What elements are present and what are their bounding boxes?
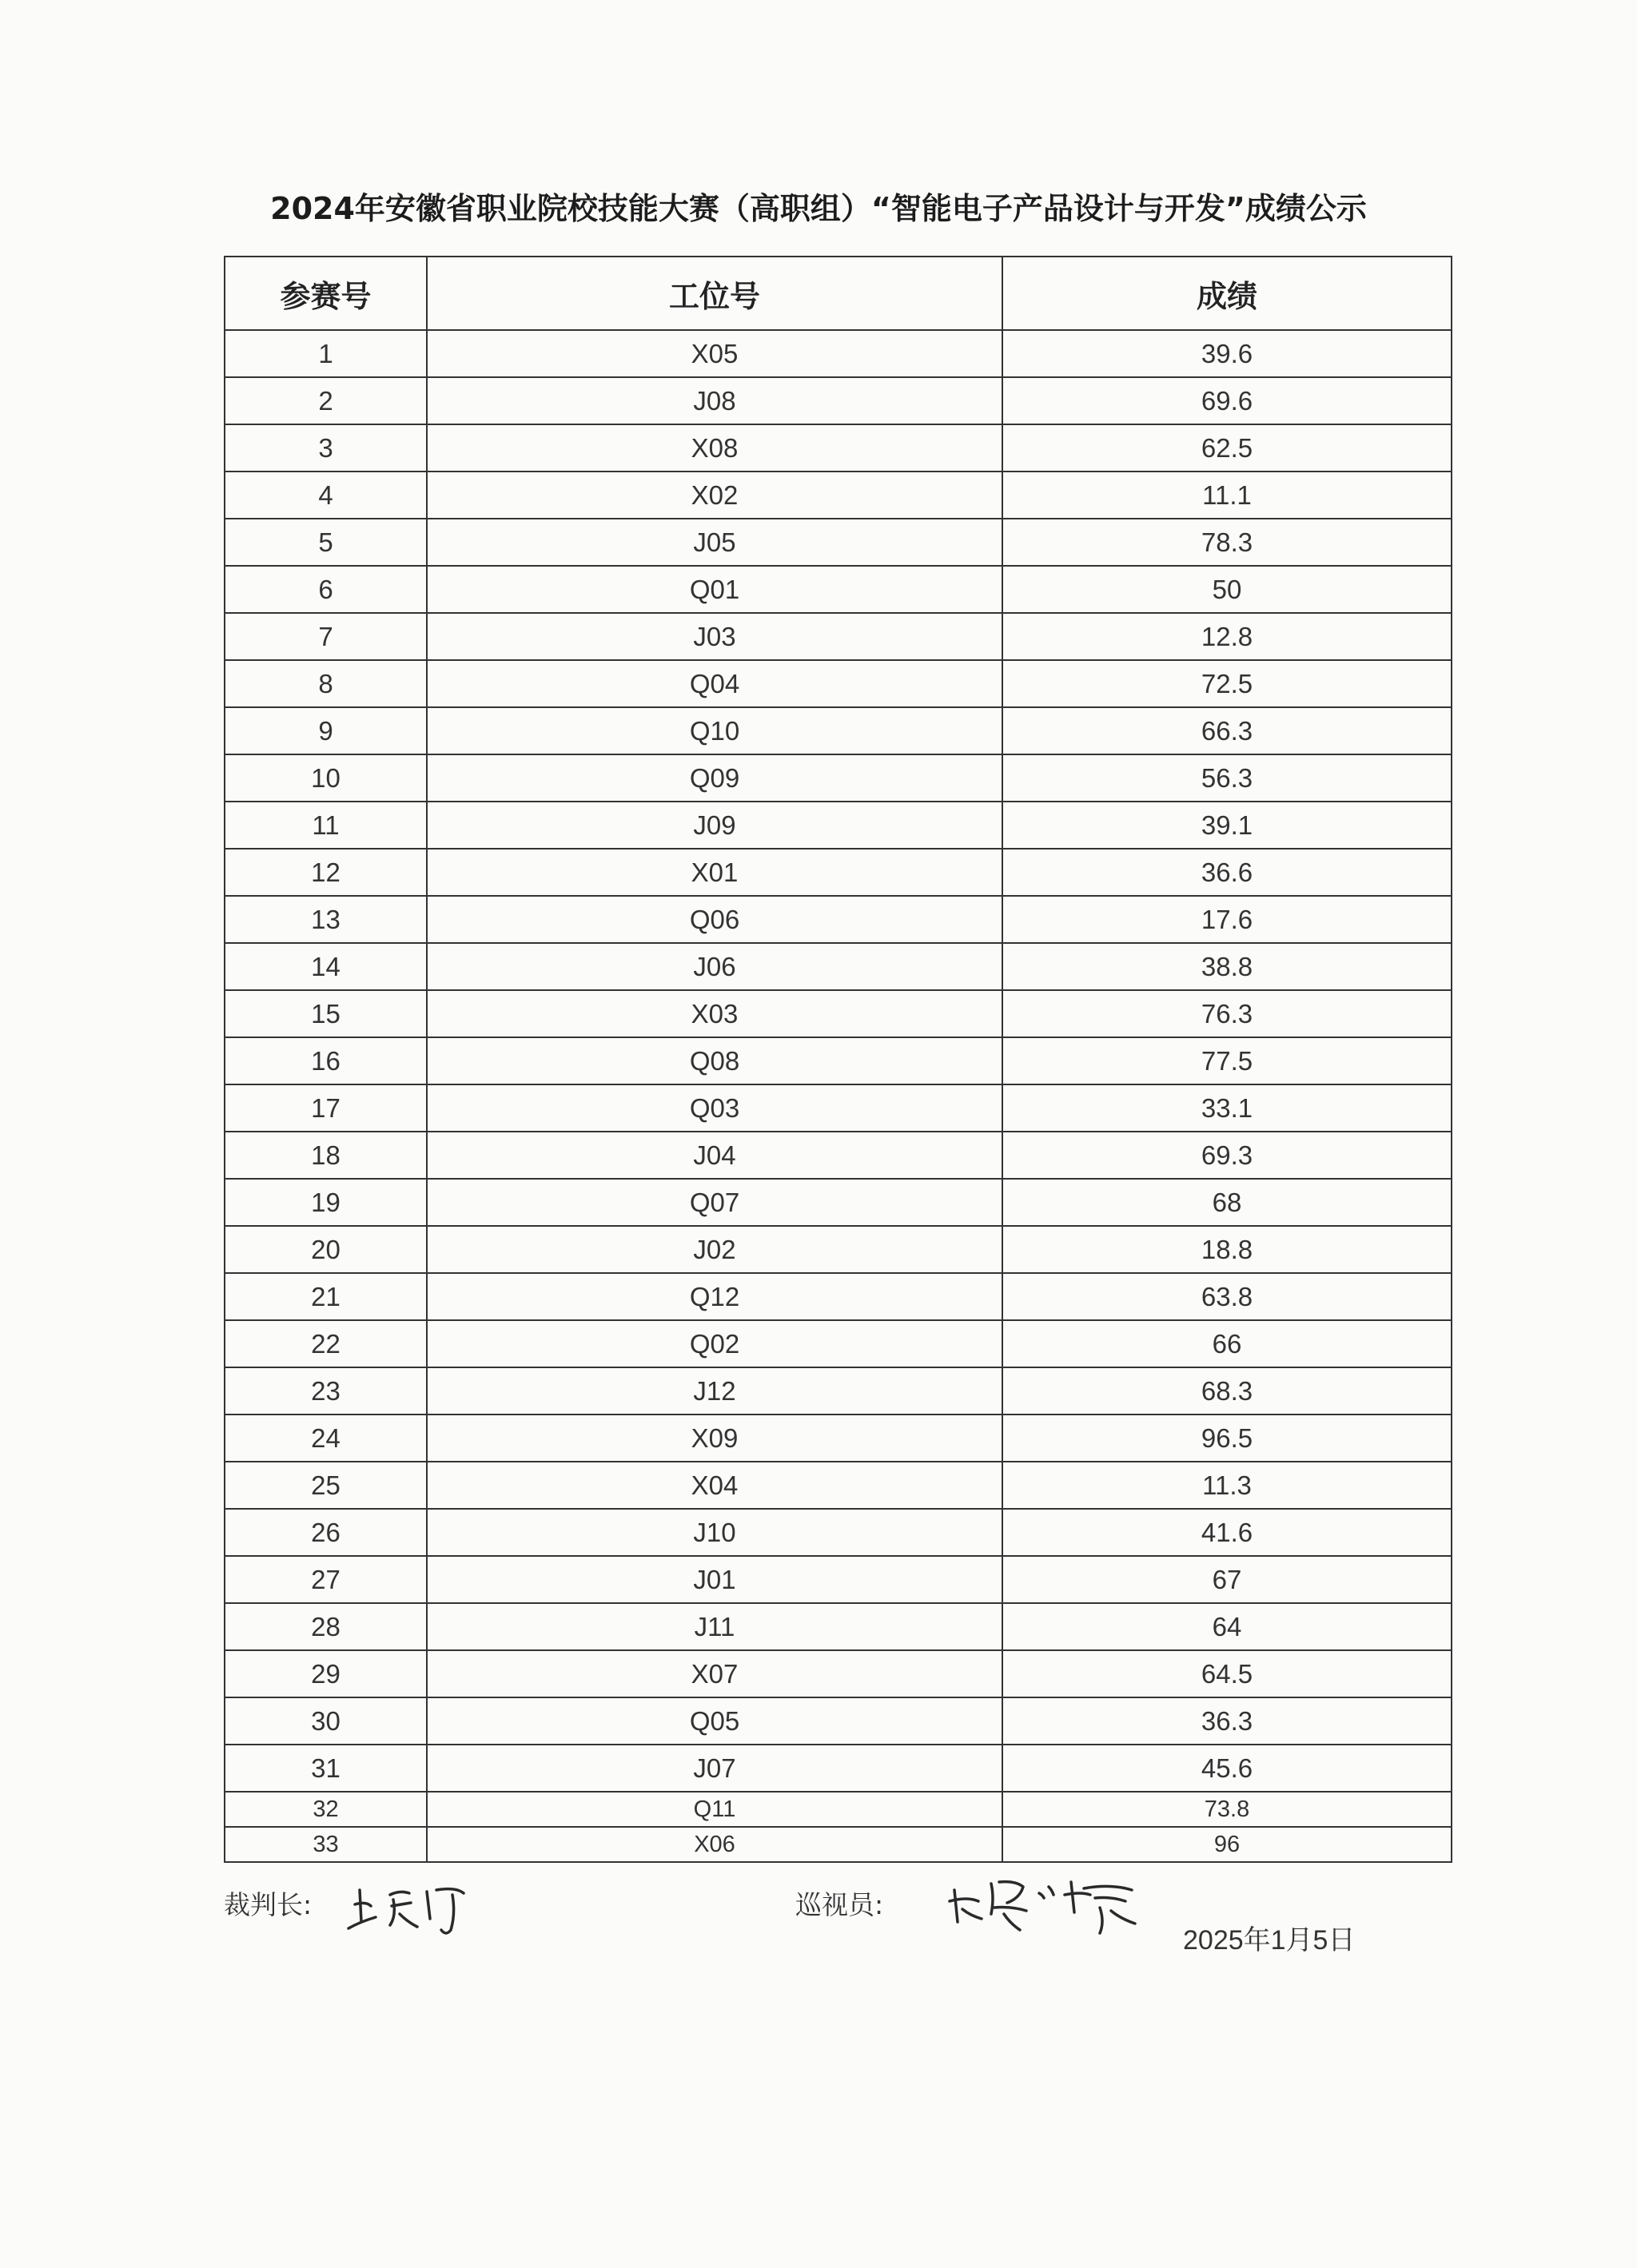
cell-score: 17.6 [1002,896,1452,943]
cell-contestant-number: 20 [225,1226,427,1273]
table-row [225,1179,1452,1226]
table-row [225,1367,1452,1415]
cell-score: 36.6 [1002,849,1452,896]
cell-station-number: X01 [427,849,1002,896]
cell-contestant-number: 29 [225,1650,427,1697]
cell-score: 69.3 [1002,1132,1452,1179]
table-row [225,519,1452,566]
cell-station-number: Q11 [427,1792,1002,1827]
cell-contestant-number: 31 [225,1745,427,1792]
cell-score: 69.6 [1002,377,1452,424]
cell-score: 62.5 [1002,424,1452,472]
cell-score: 18.8 [1002,1226,1452,1273]
table-row [225,1603,1452,1650]
table-row [225,330,1452,377]
cell-score: 96.5 [1002,1415,1452,1462]
cell-contestant-number: 27 [225,1556,427,1603]
cell-contestant-number: 28 [225,1603,427,1650]
cell-station-number: J03 [427,613,1002,660]
cell-contestant-number: 10 [225,754,427,802]
cell-score: 76.3 [1002,990,1452,1037]
cell-station-number: Q03 [427,1084,1002,1132]
cell-score: 11.3 [1002,1462,1452,1509]
cell-station-number: Q07 [427,1179,1002,1226]
table-row [225,1037,1452,1084]
cell-contestant-number: 16 [225,1037,427,1084]
cell-station-number: Q09 [427,754,1002,802]
header-score: 成绩 [1002,257,1452,330]
cell-station-number: Q06 [427,896,1002,943]
cell-station-number: J09 [427,802,1002,849]
cell-contestant-number: 6 [225,566,427,613]
cell-station-number: Q05 [427,1697,1002,1745]
cell-score: 67 [1002,1556,1452,1603]
cell-score: 36.3 [1002,1697,1452,1745]
cell-score: 45.6 [1002,1745,1452,1792]
cell-station-number: X05 [427,330,1002,377]
cell-contestant-number: 22 [225,1320,427,1367]
cell-station-number: J05 [427,519,1002,566]
table-row [225,1273,1452,1320]
table-row [225,990,1452,1037]
cell-score: 68 [1002,1179,1452,1226]
cell-contestant-number: 25 [225,1462,427,1509]
cell-score: 50 [1002,566,1452,613]
cell-station-number: X09 [427,1415,1002,1462]
table-row [225,472,1452,519]
cell-station-number: X02 [427,472,1002,519]
cell-score: 33.1 [1002,1084,1452,1132]
cell-contestant-number: 13 [225,896,427,943]
document-title: 2024年安徽省职业院校技能大赛（高职组）“智能电子产品设计与开发”成绩公示 [270,191,1367,226]
cell-contestant-number: 14 [225,943,427,990]
cell-contestant-number: 19 [225,1179,427,1226]
cell-contestant-number: 11 [225,802,427,849]
cell-score: 63.8 [1002,1273,1452,1320]
table-row [225,1827,1452,1862]
cell-score: 78.3 [1002,519,1452,566]
cell-station-number: J12 [427,1367,1002,1415]
table-header-row [225,257,1452,330]
cell-score: 39.1 [1002,802,1452,849]
cell-contestant-number: 32 [225,1792,427,1827]
cell-contestant-number: 7 [225,613,427,660]
cell-station-number: X06 [427,1827,1002,1862]
table-row [225,707,1452,754]
cell-station-number: J04 [427,1132,1002,1179]
table-row [225,802,1452,849]
table-row [225,896,1452,943]
cell-score: 72.5 [1002,660,1452,707]
table-row [225,1462,1452,1509]
table-row [225,1745,1452,1792]
cell-station-number: Q01 [427,566,1002,613]
cell-contestant-number: 33 [225,1827,427,1862]
table-body [225,330,1452,1862]
chief-judge-label: 裁判长: [224,1889,313,1920]
table-row [225,1509,1452,1556]
table-row [225,1320,1452,1367]
cell-contestant-number: 8 [225,660,427,707]
cell-score: 64.5 [1002,1650,1452,1697]
table-row [225,1226,1452,1273]
cell-station-number: J11 [427,1603,1002,1650]
cell-contestant-number: 3 [225,424,427,472]
table-row [225,1132,1452,1179]
cell-score: 96 [1002,1827,1452,1862]
cell-contestant-number: 23 [225,1367,427,1415]
score-table [224,256,1452,1863]
cell-contestant-number: 9 [225,707,427,754]
cell-station-number: Q02 [427,1320,1002,1367]
cell-score: 39.6 [1002,330,1452,377]
cell-contestant-number: 15 [225,990,427,1037]
cell-station-number: Q10 [427,707,1002,754]
cell-station-number: J06 [427,943,1002,990]
table-row [225,849,1452,896]
cell-score: 12.8 [1002,613,1452,660]
cell-contestant-number: 5 [225,519,427,566]
cell-contestant-number: 24 [225,1415,427,1462]
cell-score: 11.1 [1002,472,1452,519]
cell-score: 41.6 [1002,1509,1452,1556]
cell-score: 73.8 [1002,1792,1452,1827]
cell-score: 68.3 [1002,1367,1452,1415]
cell-contestant-number: 30 [225,1697,427,1745]
cell-score: 66.3 [1002,707,1452,754]
cell-contestant-number: 21 [225,1273,427,1320]
cell-contestant-number: 18 [225,1132,427,1179]
cell-station-number: Q12 [427,1273,1002,1320]
table-row [225,1650,1452,1697]
cell-station-number: Q04 [427,660,1002,707]
cell-score: 77.5 [1002,1037,1452,1084]
header-contestant-number: 参赛号 [225,257,427,330]
table-row [225,660,1452,707]
cell-station-number: J01 [427,1556,1002,1603]
table-row [225,1697,1452,1745]
cell-station-number: X08 [427,424,1002,472]
cell-contestant-number: 2 [225,377,427,424]
cell-contestant-number: 4 [225,472,427,519]
inspector-label: 巡视员: [795,1889,884,1920]
cell-score: 38.8 [1002,943,1452,990]
cell-station-number: J07 [427,1745,1002,1792]
cell-station-number: J10 [427,1509,1002,1556]
table-row [225,1084,1452,1132]
cell-station-number: J08 [427,377,1002,424]
table-row [225,377,1452,424]
cell-score: 66 [1002,1320,1452,1367]
cell-score: 56.3 [1002,754,1452,802]
cell-contestant-number: 26 [225,1509,427,1556]
cell-station-number: J02 [427,1226,1002,1273]
cell-contestant-number: 12 [225,849,427,896]
table-row [225,1792,1452,1827]
table-row [225,1556,1452,1603]
table-row [225,566,1452,613]
cell-contestant-number: 17 [225,1084,427,1132]
document-date: 2025年1月5日 [1183,1925,1356,1956]
cell-contestant-number: 1 [225,330,427,377]
header-station-number: 工位号 [427,257,1002,330]
cell-station-number: Q08 [427,1037,1002,1084]
cell-station-number: X04 [427,1462,1002,1509]
inspector-signature [943,1866,1151,1942]
cell-station-number: X07 [427,1650,1002,1697]
table-row [225,424,1452,472]
chief-judge-signature [344,1866,504,1946]
table-row [225,1415,1452,1462]
table-row [225,613,1452,660]
table-row [225,943,1452,990]
table-row [225,754,1452,802]
cell-score: 64 [1002,1603,1452,1650]
cell-station-number: X03 [427,990,1002,1037]
